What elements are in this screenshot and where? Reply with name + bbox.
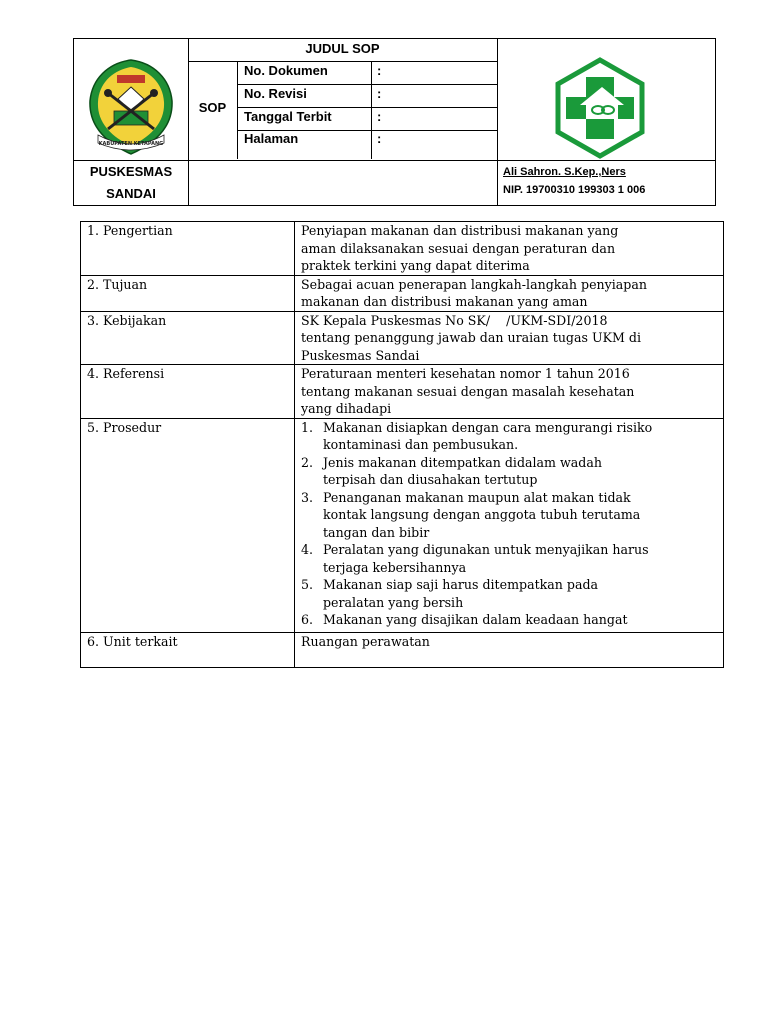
step-line: kontaminasi dan pembusukan. xyxy=(323,437,519,452)
step-line: tangan dan bibir xyxy=(323,524,430,540)
puskesmas-logo-icon xyxy=(550,57,650,159)
table-row xyxy=(81,418,724,632)
row-content-tujuan xyxy=(295,275,724,311)
step-line: Peralatan yang digunakan untuk menyajikan harus xyxy=(323,542,649,557)
step-line: Penanganan makanan maupun alat makan tidak xyxy=(323,489,631,505)
header-divider xyxy=(237,61,238,159)
header-divider xyxy=(188,61,497,62)
step-number: 4. xyxy=(301,542,314,557)
list-item xyxy=(301,541,717,576)
table-row xyxy=(81,365,724,419)
signatory-name: Ali Sahron. S.Kep.,Ners xyxy=(503,166,626,178)
step-line: terjaga kebersihannya xyxy=(323,559,467,575)
content-line: SK Kepala Puskesmas No SK/ /UKM-SDI/2018 xyxy=(301,312,608,328)
sop-title: JUDUL SOP xyxy=(305,41,380,56)
table-row xyxy=(81,222,724,276)
row-label-prosedur: 5. Prosedur xyxy=(81,418,295,632)
step-line: Makanan siap saji harus ditempatkan pada xyxy=(323,577,599,592)
header-divider xyxy=(188,39,189,205)
row-label-unit-terkait: 6. Unit terkait xyxy=(81,632,295,667)
organization-name-line1: PUSKESMAS xyxy=(89,164,173,179)
list-item xyxy=(301,419,717,454)
step-number: 1. xyxy=(301,419,314,435)
table-row xyxy=(81,275,724,311)
content-line: Puskesmas Sandai xyxy=(301,347,420,363)
row-content-referensi xyxy=(295,365,724,419)
row-content-pengertian xyxy=(295,222,724,276)
organization-name-line2: SANDAI xyxy=(106,186,156,201)
row-label-pengertian: 1. Pengertian xyxy=(81,222,295,276)
row-content-unit-terkait xyxy=(295,632,724,667)
header-divider xyxy=(497,39,498,205)
step-number: 3. xyxy=(301,489,314,505)
step-number: 6. xyxy=(301,612,314,627)
kabupaten-ketapang-emblem-icon xyxy=(84,57,178,157)
header-divider xyxy=(237,84,497,85)
field-no-dokumen-label: No. Dokumen xyxy=(244,63,328,78)
content-line: praktek terkini yang dapat diterima xyxy=(301,258,530,273)
step-line: peralatan yang bersih xyxy=(323,594,464,610)
prosedur-steps-list xyxy=(301,419,717,629)
content-line: Peraturaan menteri kesehatan nomor 1 tahun 2016 xyxy=(301,366,630,381)
header-divider xyxy=(237,107,497,108)
step-number: 2. xyxy=(301,454,314,470)
header-divider xyxy=(371,61,372,159)
sop-content-table xyxy=(80,221,724,668)
step-line: Makanan disiapkan dengan cara mengurangi risiko xyxy=(323,419,653,435)
step-line: Makanan yang disajikan dalam keadaan hangat xyxy=(323,612,628,627)
step-line: kontak langsung dengan anggota tubuh terutama xyxy=(323,507,641,522)
table-row xyxy=(81,311,724,365)
row-label-referensi: 4. Referensi xyxy=(81,365,295,419)
row-label-tujuan: 2. Tujuan xyxy=(81,275,295,311)
step-number: 5. xyxy=(301,577,314,592)
step-line: terpisah dan diusahakan tertutup xyxy=(323,472,538,487)
signatory-nip: NIP. 19700310 199303 1 006 xyxy=(503,184,646,196)
content-line: tentang penanggung jawab dan uraian tugas UKM di xyxy=(301,330,641,345)
organization-name xyxy=(74,161,188,205)
content-line: makanan dan distribusi makanan yang aman xyxy=(301,294,588,309)
content-line: Ruangan perawatan xyxy=(301,633,430,649)
field-halaman-value: : xyxy=(377,131,382,146)
table-row xyxy=(81,632,724,667)
content-line: Penyiapan makanan dan distribusi makanan yang xyxy=(301,223,619,238)
sop-label: SOP xyxy=(198,100,227,115)
field-no-dokumen-value: : xyxy=(377,63,382,78)
content-line: Sebagai acuan penerapan langkah-langkah penyiapan xyxy=(301,276,647,292)
field-no-revisi-label: No. Revisi xyxy=(244,86,307,101)
list-item xyxy=(301,454,717,489)
list-item xyxy=(301,576,717,611)
content-line: yang dihadapi xyxy=(301,401,392,416)
content-line: tentang makanan sesuai dengan masalah kesehatan xyxy=(301,383,635,399)
row-content-kebijakan xyxy=(295,311,724,365)
row-label-kebijakan: 3. Kebijakan xyxy=(81,311,295,365)
emblem-caption: KABUPATEN KETAPANG xyxy=(98,141,164,147)
list-item xyxy=(301,489,717,542)
content-line: aman dilaksanakan sesuai dengan peraturan dan xyxy=(301,240,616,256)
field-halaman-label: Halaman xyxy=(244,131,299,146)
field-tanggal-terbit-label: Tanggal Terbit xyxy=(244,109,332,124)
field-tanggal-terbit-value: : xyxy=(377,109,382,124)
row-content-prosedur xyxy=(295,418,724,632)
field-no-revisi-value: : xyxy=(377,86,382,101)
sop-header xyxy=(73,38,716,206)
step-line: Jenis makanan ditempatkan didalam wadah xyxy=(323,454,602,470)
list-item xyxy=(301,611,717,629)
